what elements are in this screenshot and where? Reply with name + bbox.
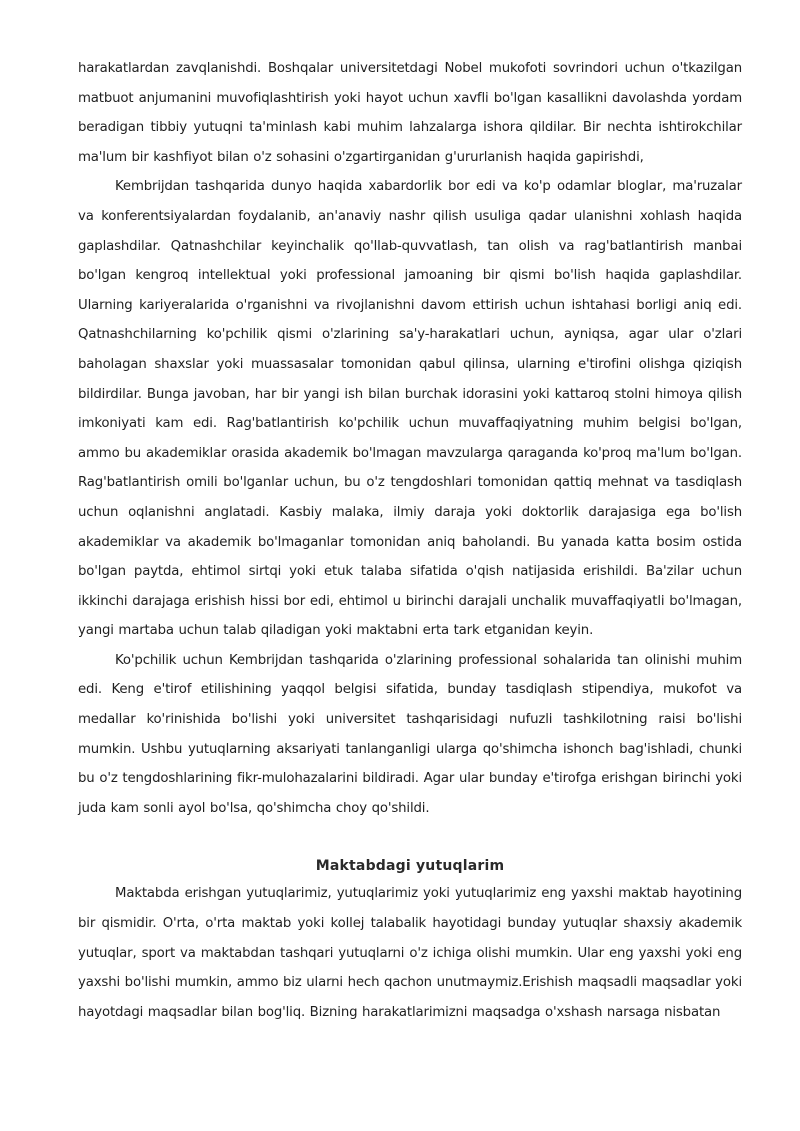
paragraph-external-recognition: Ko'pchilik uchun Kembrijdan tashqarida o'zlarining professional sohalarida tan olinishi muhim edi. Keng e'tirof etilishining yaqqol belgisi sifatida, bunday tasdiqlash stipendiya, mukofot va medallar ko'rinishida bo'lishi yoki universitet tashqarisidagi nufuzli tashkilotning raisi bo'lishi mumkin. Ushbu yutuqlarning aksariyati tanlanganligi ularga qo'shimcha ishonch bag'ishladi, chunki bu o'z tengdoshlarining fikr-mulohazalarini bildiradi. Agar ular bunday e'tirofga erishgan birinchi yoki juda kam sonli ayol bo'lsa, qo'shimcha choy qo'shildi. (78, 652, 742, 816)
section-heading: Maktabdagi yutuqlarim (315, 858, 505, 875)
document-body (78, 54, 742, 1027)
paragraph-recognition: Kembrijdan tashqarida dunyo haqida xabardorlik bor edi va ko'p odamlar bloglar, ma'ruzalar va konferentsiyalardan foydalanib, an'anaviy nashr qilish usuliga qadar ulanishni xohlash haqida gaplashdilar. Qatnashchilar keyinchalik qo'llab-quvvatlash, tan olish va rag'batlantirish manbai bo'lgan kengroq intellektual yoki professional jamoaning bir qismi bo'lish haqida gaplashdilar. Ularning kariyeralarida o'rganishni va rivojlanishni davom ettirish uchun ishtahasi borligi aniq edi. Qatnashchilarning ko'pchilik qismi o'zlarining sa'y-harakatlari uchun, ayniqsa, agar ular o'zlari baholagan shaxslar yoki muassasalar tomonidan qabul qilinsa, ularning e'tirofini olishga qiziqish bildirdilar. Bunga javoban, har bir yangi ish bilan burchak idorasini yoki kattaroq stolni himoya qilish imkoniyati kam edi. Rag'batlantirish ko'pchilik uchun muvaffaqiyatning muhim belgisi bo'lgan, ammo bu akademiklar orasida akademik bo'lmagan mavzularga qaraganda ko'proq ma'lum bo'lgan. Rag'batlantirish omili bo'lganlar uchun, bu o'z tengdoshlari tomonidan qattiq mehnat va tasdiqlash uchun oqlanishni anglatadi. Kasbiy malaka, ilmiy daraja yoki doktorlik darajasiga ega bo'lish akademiklar va akademik bo'lmaganlar tomonidan aniq baholandi. Bu yanada katta bosim ostida bo'lgan paytda, ehtimol sirtqi yoki etuk talaba sifatida o'qish natijasida erishildi. Ba'zilar uchun ikkinchi darajaga erishish hissi bor edi, ehtimol u birinchi darajali unchalik muvaffaqiyatli bo'lmagan, yangi martaba uchun talab qiladigan yoki maktabni erta tark etganidan keyin. (78, 179, 742, 639)
paragraph-continuation: harakatlardan zavqlanishdi. Boshqalar universitetdagi Nobel mukofoti sovrindori uchun o'tkazilgan matbuot anjumanini muvofiqlashtirish yoki hayot uchun xavfli bo'lgan kasallikni davolashda yordam beradigan tibbiy yutuqni ta'minlash kabi muhim lahzalarga ishora qildilar. Bir nechta ishtirokchilar ma'lum bir kashfiyot bilan o'z sohasini o'zgartirganidan g'ururlanish haqida gapirishdi, (78, 61, 742, 165)
paragraph-school-achievements: Maktabda erishgan yutuqlarimiz, yutuqlarimiz yoki yutuqlarimiz eng yaxshi maktab hayotining bir qismidir. O'rta, o'rta maktab yoki kollej talabalik hayotidagi bunday yutuqlar shaxsiy akademik yutuqlar, sport va maktabdan tashqari yutuqlarni o'z ichiga olishi mumkin. Ular eng yaxshi yoki eng yaxshi bo'lishi mumkin, ammo biz ularni hech qachon unutmaymiz.Erishish maqsadli maqsadlar yoki hayotdagi maqsadlar bilan bog'liq. Bizning harakatlarimizni maqsadga o'xshash narsaga nisbatan (78, 886, 742, 1020)
